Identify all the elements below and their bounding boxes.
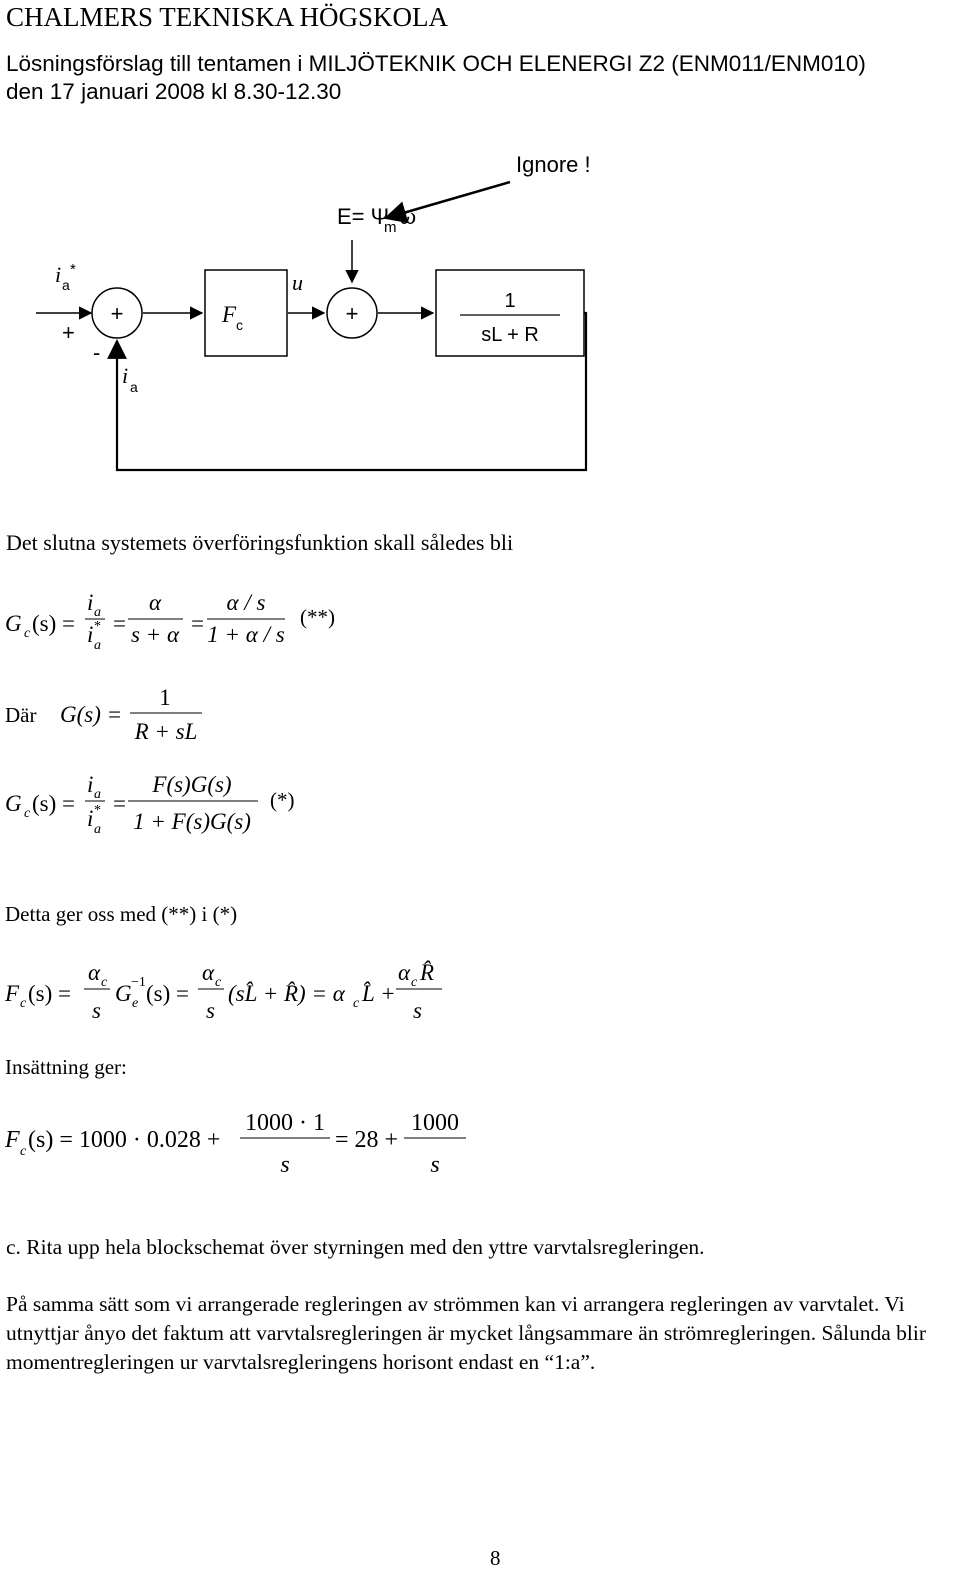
eq3-f1-den: i [87, 806, 94, 831]
eq1-f1-den: i [87, 622, 94, 647]
eq3-f2-den: 1 + F(s)G(s) [133, 809, 251, 834]
eq2-lhs: G(s) = [60, 702, 123, 727]
eq4-g-sub: e [132, 996, 139, 1011]
eq5-f2-num: 1000 [411, 1110, 459, 1136]
equation-3 [5, 772, 295, 837]
page-number: 8 [490, 1546, 501, 1570]
eq1-tag: (**) [300, 605, 335, 629]
eq1-arg: (s) = [32, 611, 75, 636]
reference-sub: a [62, 277, 70, 293]
eq3-eq-a: = [113, 791, 126, 816]
voltage-label: u [292, 270, 303, 295]
minus-sign: - [93, 340, 101, 365]
insattning-text: Insättning ger: [5, 1055, 127, 1079]
eq1-f1-num: i [87, 590, 94, 615]
eq4-lhs: F [5, 981, 20, 1006]
eq5-arg: (s) = 1000 · 0.028 + [28, 1127, 221, 1153]
eq1-eq-b: = [191, 611, 204, 636]
eq5-mid: = 28 + [335, 1127, 399, 1153]
eq3-f1-den-sup: * [94, 803, 101, 818]
eq1-f3-den: 1 + α / s [207, 622, 285, 647]
dar-label: Där [5, 703, 37, 727]
controller-sub: c [236, 317, 243, 333]
plant-denominator: sL + R [481, 324, 539, 346]
body-paragraph [6, 1290, 936, 1377]
eq3-lhs: G [5, 791, 22, 816]
eq4-f3-num-rest: R̂ [420, 960, 435, 985]
eq1-eq-a: = [113, 611, 126, 636]
eq4-f1-num-sub: c [101, 975, 108, 990]
ignore-note: Ignore ! [516, 152, 591, 177]
reference-var: i [55, 262, 62, 287]
item-c-text: c. Rita upp hela blockschemat över styrningen med den yttre varvtalsregleringen. [6, 1235, 705, 1259]
plus-left: + [62, 320, 75, 345]
reference-sup: * [70, 261, 76, 278]
eq1-lhs: G [5, 611, 22, 636]
sum2-sign: + [345, 301, 359, 326]
emf-label: E= Ψ [337, 204, 390, 229]
eq4-paren-rest: L̂ + [362, 981, 396, 1006]
sum1-sign: + [110, 301, 124, 326]
eq5-f2-den: s [430, 1152, 440, 1178]
eq5-lhs-sub: c [20, 1144, 27, 1159]
equation-1 [5, 590, 335, 653]
eq1-f2-num: α [148, 590, 162, 615]
eq4-f1-den: s [92, 998, 101, 1023]
eq1-f1-den-sub: a [94, 638, 101, 653]
eq1-lhs-sub: c [24, 626, 31, 641]
eq4-lhs-sub: c [20, 996, 27, 1011]
eq4-arg: (s) = [28, 981, 71, 1006]
intro-text: Det slutna systemets överföringsfunktion skall således bli [6, 530, 514, 555]
plant-numerator: 1 [504, 290, 516, 312]
eq1-f3-num: α / s [226, 590, 266, 615]
controller-var: F [222, 302, 237, 327]
eq4-g-sup: −1 [131, 975, 146, 990]
document-title [6, 50, 866, 106]
eq3-f1-den-sub: a [94, 822, 101, 837]
eq4-paren-sub: c [353, 996, 360, 1011]
equations [0, 575, 960, 1215]
institution-header: CHALMERS TEKNISKA HÖGSKOLA [6, 2, 449, 32]
paragraph-text: På samma sätt som vi arrangerade regleringen av strömmen kan vi arrangera regleringen av varvtalet. Vi utnyttjar ånyo det faktum att varvtalsregleringen är mycket långsammare än strömregleringen. Sålunda blir momentregleringen ur varvtalsregleringens horisont endast en “1:a”. [6, 1292, 927, 1374]
emf-omega: ω [400, 204, 417, 229]
eq4-f3-num: α [398, 960, 411, 985]
eq5-f1-num: 1000 · 1 [245, 1110, 325, 1136]
title-line-2: den 17 januari 2008 kl 8.30-12.30 [6, 79, 342, 104]
eq4-f2-num-sub: c [215, 975, 222, 990]
eq4-f2-num: α [202, 960, 215, 985]
eq3-f1-num-sub: a [94, 787, 101, 802]
eq3-lhs-sub: c [24, 806, 31, 821]
eq4-f2-den: s [206, 998, 215, 1023]
equation-4 [4, 959, 442, 1023]
controller-block [205, 270, 287, 356]
feedback-var: i [122, 363, 129, 388]
block-diagram [0, 140, 960, 510]
eq1-f2-den: s + α [130, 622, 180, 647]
eq1-f1-num-sub: a [94, 605, 101, 620]
eq2-den: R + sL [134, 719, 198, 744]
eq4-g-arg: (s) = [146, 981, 189, 1006]
eq1-f1-den-sup: * [94, 619, 101, 634]
eq4-g: G [115, 981, 132, 1006]
eq3-arg: (s) = [32, 791, 75, 816]
emf-subscript: m [384, 219, 397, 236]
eq2-num: 1 [159, 685, 171, 710]
eq4-f3-den: s [413, 998, 422, 1023]
eq3-f2-num: F(s)G(s) [152, 772, 232, 797]
eq3-tag: (*) [270, 788, 295, 812]
feedback-sub: a [130, 379, 138, 395]
detta-text: Detta ger oss med (**) i (*) [5, 902, 238, 926]
eq3-f1-num: i [87, 772, 94, 797]
eq5-lhs: F [5, 1127, 20, 1153]
eq4-paren: (sL̂ + R̂) = α [228, 981, 345, 1006]
eq4-f3-num-sub: c [411, 975, 418, 990]
eq4-f1-num: α [88, 960, 101, 985]
title-line-1: Lösningsförslag till tentamen i MILJÖTEKNIK OCH ELENERGI Z2 (ENM011/ENM010) [6, 51, 866, 76]
equation-2 [5, 685, 202, 744]
equation-5 [4, 1110, 466, 1178]
eq5-f1-den: s [280, 1152, 290, 1178]
